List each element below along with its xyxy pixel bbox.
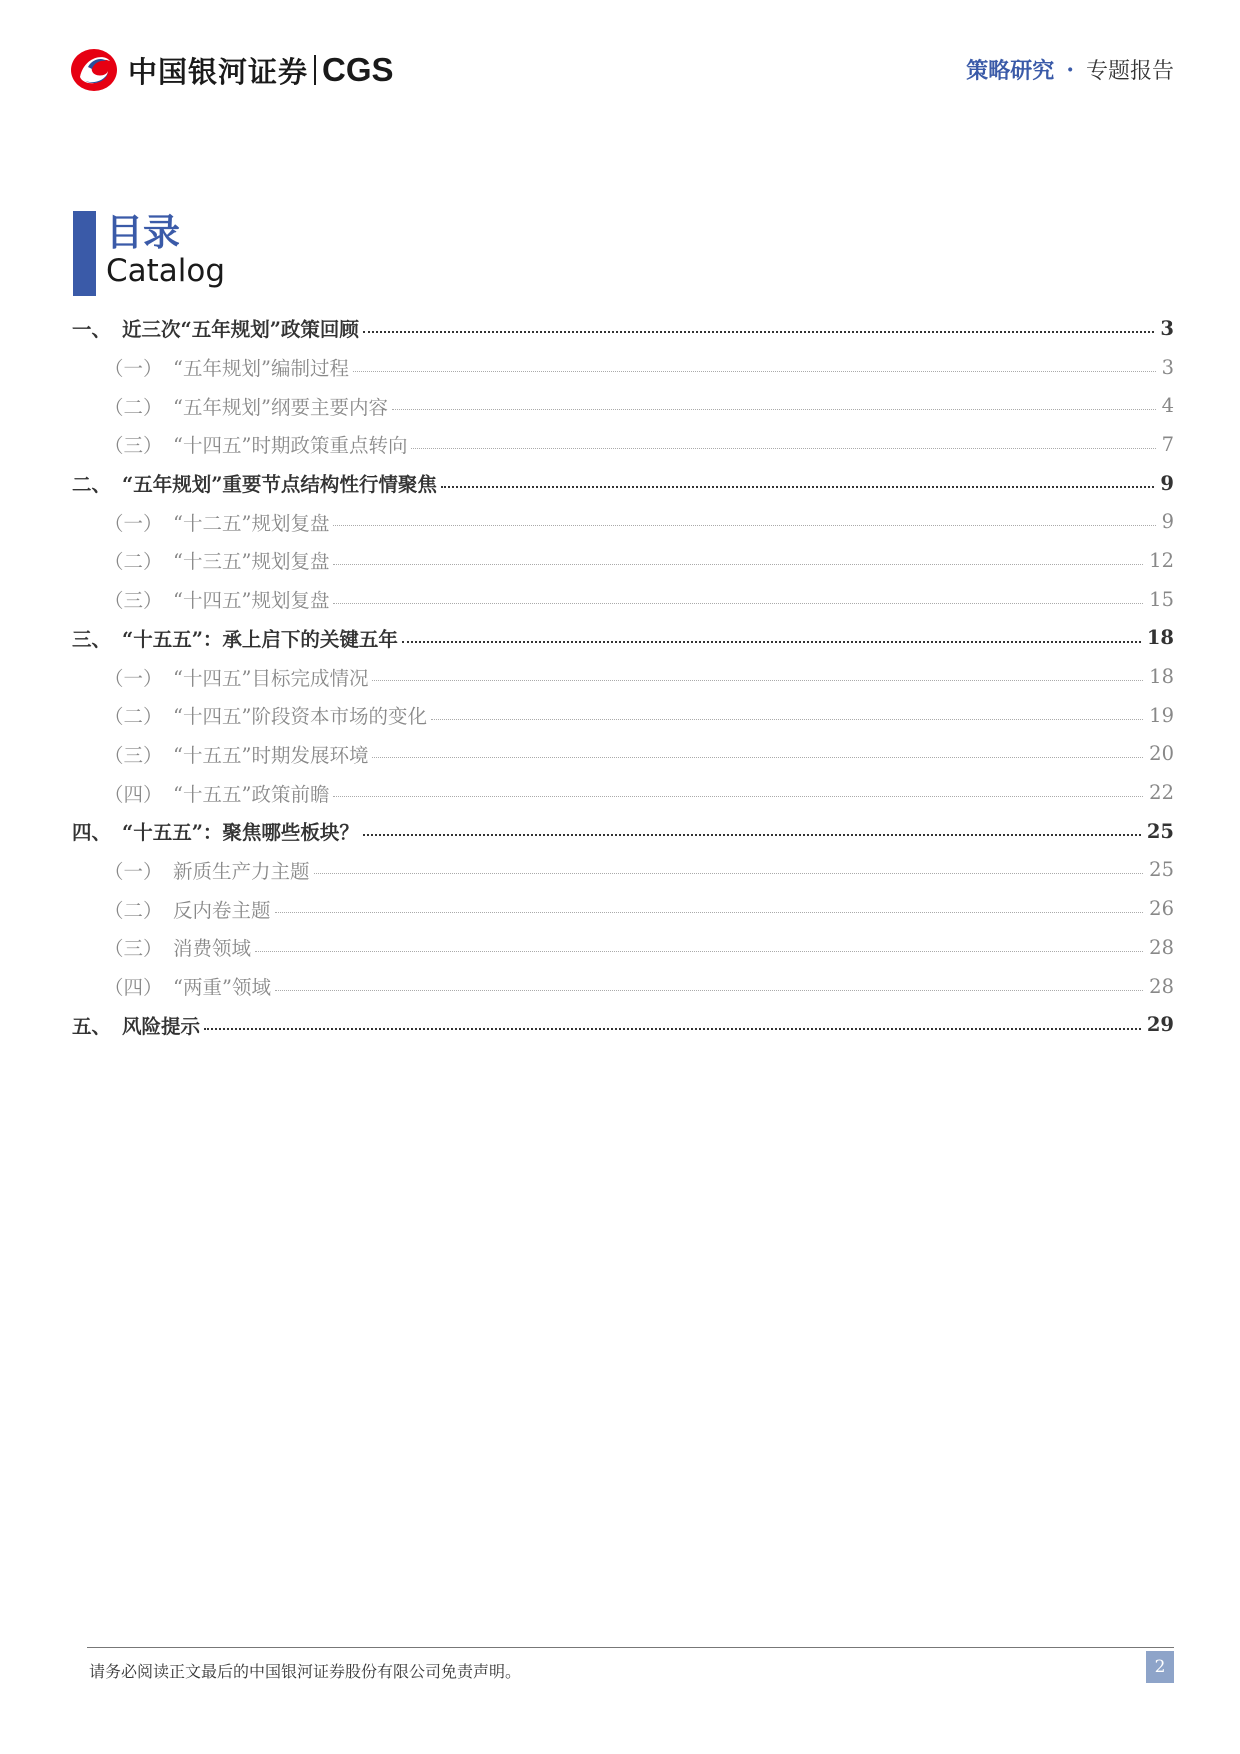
toc-entry-page: 12 [1149,548,1174,572]
toc-entry-title: “十四五”目标完成情况 [173,666,369,690]
toc-entry-title: “五年规划”编制过程 [173,357,349,381]
toc-entry-number: 三、 [72,627,112,651]
toc-dot-leader [333,564,1143,565]
toc-subsection-entry[interactable] [72,386,1174,425]
toc-subsection-entry[interactable] [72,851,1174,890]
toc-entry-number: （三） [104,589,163,613]
category-label: 策略研究 [966,58,1055,84]
toc-entry-page: 28 [1149,974,1174,998]
toc-dot-leader [441,486,1154,488]
toc-entry-page: 7 [1161,432,1174,456]
toc-dot-leader [411,448,1155,449]
toc-entry-title: “十五五”政策前瞻 [173,782,330,806]
toc-subsection-entry[interactable] [72,735,1174,774]
toc-subsection-entry[interactable] [72,502,1174,541]
toc-entry-page: 28 [1149,935,1174,959]
toc-title-chinese: 目录 [106,211,180,254]
toc-entry-number: （二） [104,550,163,574]
logo-text-chinese: 中国银河证券 [128,54,309,89]
toc-entry-page: 18 [1149,665,1174,689]
toc-entry-title: “两重”领域 [173,976,271,1000]
toc-entry-page: 25 [1146,819,1174,843]
toc-dot-leader [333,603,1143,604]
toc-subsection-entry[interactable] [72,696,1174,735]
toc-entry-title: “十五五”时期发展环境 [173,743,369,767]
toc-entry-title: 消费领域 [173,937,252,961]
page-number: 2 [1146,1651,1174,1683]
toc-dot-leader [204,1028,1141,1030]
toc-entry-page: 3 [1160,316,1174,340]
report-category [966,54,1174,85]
toc-entry-number: 五、 [72,1014,112,1038]
toc-entry-title: “十四五”阶段资本市场的变化 [173,705,427,729]
table-of-contents [72,309,1174,1044]
logo-divider [314,55,316,85]
toc-entry-title: 风险提示 [122,1014,201,1038]
toc-dot-leader [363,331,1154,333]
toc-subsection-entry[interactable] [72,928,1174,967]
toc-entry-title: “五年规划”纲要主要内容 [173,395,388,419]
toc-entry-number: （一） [104,357,163,381]
toc-dot-leader [431,719,1143,720]
page-header [70,44,1174,100]
toc-entry-number: （一） [104,666,163,690]
footer-divider [87,1647,1174,1648]
logo-text-english: CGS [322,51,394,88]
toc-dot-leader [333,525,1155,526]
title-accent-bar [73,211,96,296]
company-logo [70,46,394,94]
header-separator: · [1066,56,1074,83]
toc-subsection-entry[interactable] [72,580,1174,619]
toc-entry-title: “十二五”规划复盘 [173,511,330,535]
toc-entry-page: 22 [1149,781,1174,805]
toc-subsection-entry[interactable] [72,541,1174,580]
toc-entry-page: 18 [1146,626,1174,650]
toc-entry-number: 一、 [72,318,112,342]
toc-section-entry[interactable] [72,812,1174,851]
toc-dot-leader [372,680,1143,681]
toc-subsection-entry[interactable] [72,657,1174,696]
toc-entry-page: 9 [1161,510,1174,534]
toc-entry-number: （一） [104,511,163,535]
toc-entry-page: 3 [1161,355,1174,379]
toc-entry-number: （一） [104,859,163,883]
toc-subsection-entry[interactable] [72,348,1174,387]
toc-dot-leader [333,796,1143,797]
toc-entry-page: 29 [1146,1013,1174,1037]
toc-section-entry[interactable] [72,309,1174,348]
toc-entry-number: （二） [104,395,163,419]
toc-dot-leader [402,641,1141,643]
toc-dot-leader [372,757,1143,758]
toc-entry-title: “五年规划”重要节点结构性行情聚焦 [122,473,437,497]
toc-section-entry[interactable] [72,619,1174,658]
toc-subsection-entry[interactable] [72,889,1174,928]
toc-entry-number: （三） [104,743,163,767]
toc-subsection-entry[interactable] [72,967,1174,1006]
toc-entry-page: 15 [1149,587,1174,611]
toc-dot-leader [363,834,1141,836]
toc-entry-number: （四） [104,976,163,1000]
toc-entry-number: 四、 [72,821,112,845]
toc-entry-page: 26 [1149,897,1174,921]
toc-entry-title: “十五五”：聚焦哪些板块？ [122,821,359,845]
cgs-logo-icon [70,47,118,93]
toc-dot-leader [255,951,1143,952]
toc-subsection-entry[interactable] [72,425,1174,464]
toc-entry-title: “十四五”时期政策重点转向 [173,434,408,458]
toc-dot-leader [275,990,1143,991]
toc-subsection-entry[interactable] [72,773,1174,812]
toc-entry-number: （二） [104,705,163,729]
toc-entry-number: （三） [104,937,163,961]
footer-disclaimer: 请务必阅读正文最后的中国银河证券股份有限公司免责声明。 [89,1662,522,1681]
toc-entry-page: 20 [1149,742,1174,766]
toc-section-entry[interactable] [72,464,1174,503]
toc-entry-number: （二） [104,898,163,922]
report-type-label: 专题报告 [1085,59,1174,84]
toc-entry-page: 4 [1161,394,1174,418]
toc-entry-page: 9 [1160,471,1174,495]
toc-dot-leader [353,371,1156,372]
toc-entry-title: “十三五”规划复盘 [173,550,330,574]
toc-dot-leader [275,912,1144,913]
toc-entry-number: （三） [104,434,163,458]
toc-section-entry[interactable] [72,1005,1174,1044]
toc-title-english: Catalog [106,253,226,289]
toc-entry-page: 19 [1149,703,1174,727]
toc-dot-leader [392,409,1156,410]
toc-entry-number: （四） [104,782,163,806]
toc-entry-title: 反内卷主题 [173,898,271,922]
toc-entry-title: 新质生产力主题 [173,859,310,883]
toc-entry-title: “十五五”：承上启下的关键五年 [122,627,398,651]
toc-entry-title: “十四五”规划复盘 [173,589,330,613]
toc-entry-page: 25 [1149,858,1174,882]
toc-entry-number: 二、 [72,473,112,497]
toc-dot-leader [314,873,1144,874]
toc-entry-title: 近三次“五年规划”政策回顾 [122,318,359,342]
